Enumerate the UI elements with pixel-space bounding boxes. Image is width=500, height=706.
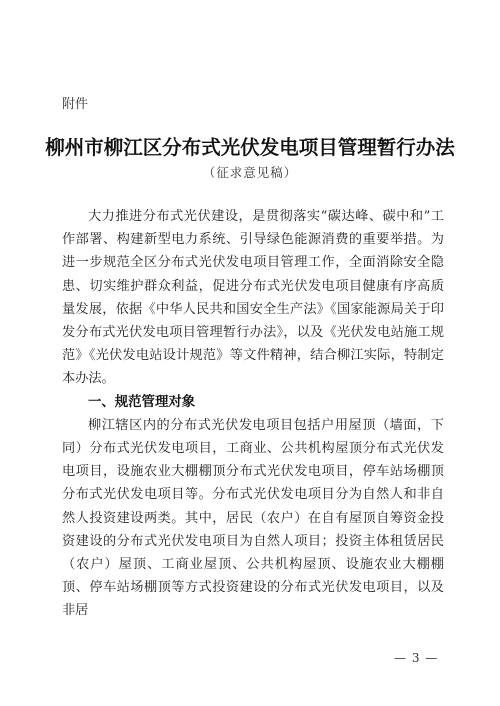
document-subtitle: （征求意见稿）	[202, 165, 298, 180]
document-body	[62, 205, 444, 623]
document-title: 柳州市柳江区分布式光伏发电项目管理暂行办法	[45, 136, 455, 159]
intro-paragraph: 大力推进分布式光伏建设，是贯彻落实“碳达峰、碳中和”工作部署、构建新型电力系统、引导绿色能源消费的重要举措。为进一步规范全区分布式光伏发电项目管理工作，全面消除安全隐患、切实维护群众利益，促进分布式光伏发电项目健康有序高质量发展，依据《中华人民共和国安全生产法》《国家能源局关于印发分布式光伏发电项目管理暂行办法》，以及《光伏发电站施工规范》《光伏发电站设计规范》等文件精神，结合柳江实际，特制定本办法。	[62, 209, 444, 387]
section-paragraph: 柳江辖区内的分布式光伏发电项目包括户用屋顶（墙面，下同）分布式光伏发电项目，工商业、公共机构屋顶分布式光伏发电项目，设施农业大棚棚顶分布式光伏发电项目，停车站场棚顶分布式光伏发电项目等。分布式光伏发电项目分为自然人和非自然人投资建设两类。其中，居民（农户）在自有屋顶自筹资金投资建设的分布式光伏发电项目为自然人项目；投资主体租赁居民（农户）屋顶、工商业屋顶、公共机构屋顶、设施农业大棚棚顶、停车站场棚顶等方式投资建设的分布式光伏发电项目，以及非居	[62, 417, 444, 619]
attachment-label: 附件	[62, 97, 89, 112]
section-heading: 一、规范管理对象	[88, 394, 196, 410]
page-number: — 3 —	[394, 651, 439, 665]
